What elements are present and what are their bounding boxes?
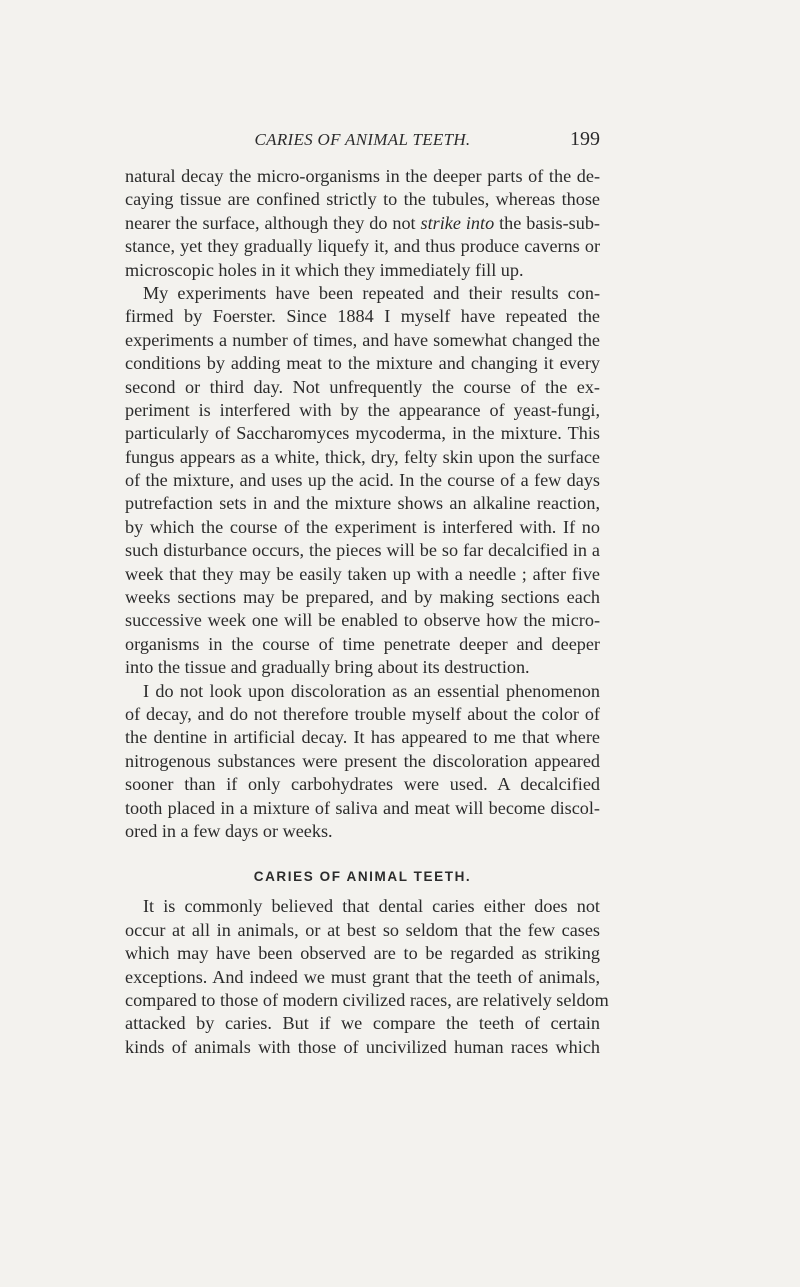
text-line: firmed by Foerster. Since 1884 I myself have repeated the (125, 306, 600, 327)
text-line: which may have been observed are to be regarded as striking (125, 943, 600, 964)
text-line: ored in a few days or weeks. (125, 820, 333, 841)
paragraph (125, 895, 609, 1059)
text-line: attacked by caries. But if we compare the teeth of certain (125, 1013, 600, 1034)
text-run: nearer the surface, although they do not (125, 212, 421, 233)
text-line: fungus appears as a white, thick, dry, felty skin upon the surface (125, 446, 600, 467)
text-line: natural decay the micro-organisms in the deeper parts of the de- (125, 166, 600, 186)
page-number: 199 (570, 128, 600, 150)
text-line: second or third day. Not unfrequently the course of the ex- (125, 376, 600, 397)
text-line: compared to those of modern civilized races, are relatively seldom (125, 989, 609, 1010)
text-line: stance, yet they gradually liquefy it, and thus produce caverns or (125, 236, 600, 257)
text-line: occur at all in animals, or at best so seldom that the few cases (125, 919, 600, 940)
text-line: I do not look upon discoloration as an essential phenomenon (143, 680, 600, 701)
text-line: of the mixture, and uses up the acid. In the course of a few days (125, 470, 600, 491)
paragraph (125, 282, 600, 680)
text-line: nitrogenous substances were present the discoloration appeared (125, 750, 600, 771)
text-line: such disturbance occurs, the pieces will be so far decalcified in a (125, 540, 600, 561)
paragraph (125, 165, 600, 282)
text-line: periment is interfered with by the appearance of yeast-fungi, (125, 399, 600, 420)
body-text (125, 165, 609, 1059)
text-line: organisms in the course of time penetrate deeper and deeper (125, 633, 600, 654)
text-line: exceptions. And indeed we must grant that the teeth of animals, (125, 966, 600, 987)
text-line: experiments a number of times, and have somewhat changed the (125, 329, 600, 350)
text-line: tooth placed in a mixture of saliva and meat will become discol- (125, 797, 600, 818)
text-line: weeks sections may be prepared, and by making sections each (125, 587, 600, 608)
text-line: particularly of Saccharomyces mycoderma, in the mixture. This (125, 423, 600, 444)
text-run: the basis-sub- (494, 212, 600, 233)
paragraph (125, 680, 600, 844)
running-title: CARIES OF ANIMAL TEETH. (254, 130, 471, 149)
italic-emphasis: strike into (420, 212, 495, 233)
text-line: My experiments have been repeated and their results con- (143, 282, 600, 303)
text-line: successive week one will be enabled to observe how the micro- (125, 610, 600, 631)
text-line: putrefaction sets in and the mixture shows an alkaline reaction, (125, 493, 600, 514)
section-heading: CARIES OF ANIMAL TEETH. (253, 869, 472, 885)
text-line: microscopic holes in it which they immediately fill up. (125, 259, 524, 280)
text-line: It is commonly believed that dental caries either does not (143, 896, 600, 917)
text-line: kinds of animals with those of uncivilized human races which (125, 1036, 600, 1057)
text-line: conditions by adding meat to the mixture and changing it every (125, 353, 600, 374)
text-line: week that they may be easily taken up with a needle ; after five (125, 563, 600, 584)
text-line: into the tissue and gradually bring about its destruction. (125, 657, 530, 678)
text-line: of decay, and do not therefore trouble myself about the color of (125, 703, 600, 724)
text-line: sooner than if only carbohydrates were used. A decalcified (125, 774, 600, 795)
text-line: by which the course of the experiment is interfered with. If no (125, 516, 600, 537)
running-head (125, 128, 600, 158)
text-line: caying tissue are confined strictly to the tubules, whereas those (125, 189, 600, 210)
text-line (125, 212, 600, 235)
text-line: the dentine in artificial decay. It has appeared to me that where (125, 727, 600, 748)
